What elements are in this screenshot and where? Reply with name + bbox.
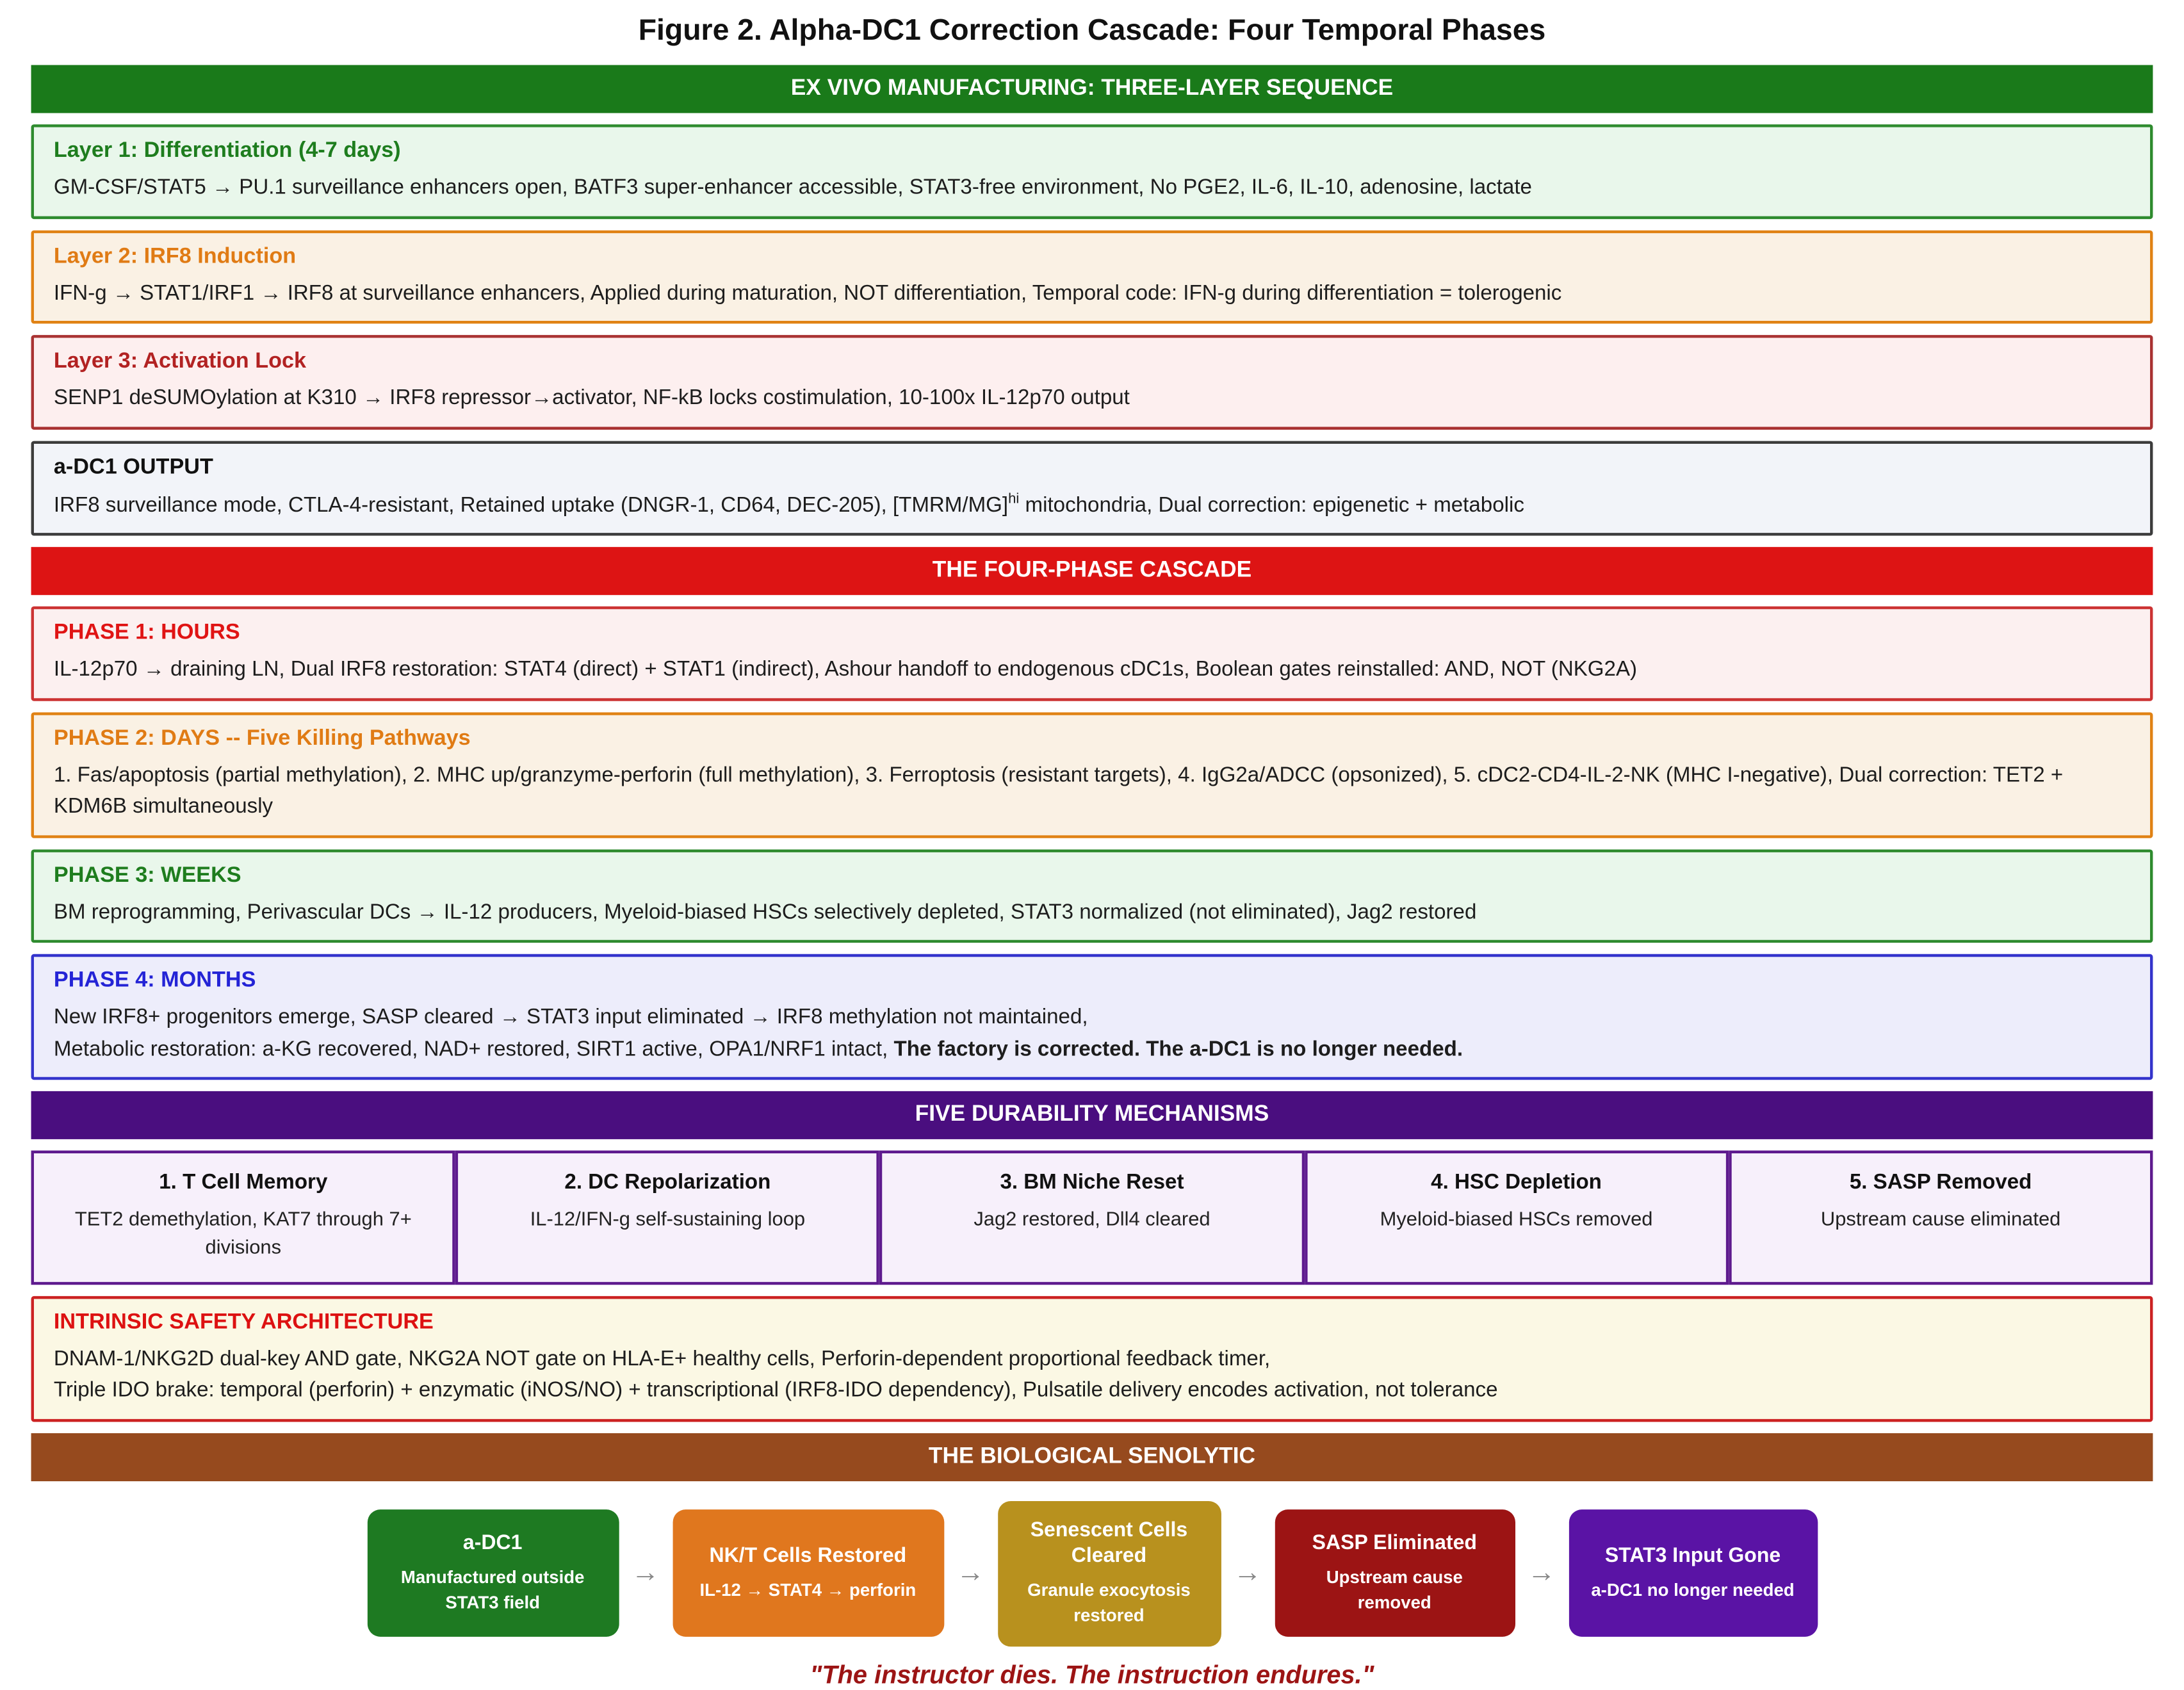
- phase-4-box: [31, 954, 2153, 1080]
- flow-step-4-title: SASP Eliminated: [1312, 1532, 1477, 1555]
- mechanism-t-cell-memory: [31, 1151, 456, 1285]
- phase-1-title: PHASE 1: HOURS: [53, 620, 240, 645]
- mechanism-hsc-depletion: [1304, 1151, 1729, 1285]
- mechanism-4-body: Myeloid-biased HSCs removed: [1380, 1207, 1653, 1230]
- mechanism-3-title: 3. BM Niche Reset: [1000, 1170, 1184, 1194]
- flow-step-5-body: a-DC1 no longer needed: [1591, 1580, 1795, 1600]
- figure-title: Figure 2. Alpha-DC1 Correction Cascade: Four Temporal Phases: [638, 14, 1546, 47]
- layer-3-box: [31, 335, 2153, 429]
- adc1-output-box: [31, 441, 2153, 536]
- phase-4-body: [54, 1002, 2130, 1066]
- mechanism-3-body: Jag2 restored, Dll4 cleared: [974, 1207, 1210, 1230]
- phase-4-body-bold: The factory is corrected. The a-DC1 is no longer needed.: [893, 1036, 1463, 1061]
- mechanism-5-title: 5. SASP Removed: [1849, 1170, 2032, 1194]
- mechanism-dc-repolarization: [455, 1151, 880, 1285]
- closing-quote: "The instructor dies. The instruction endures.": [810, 1660, 1374, 1689]
- intrinsic-safety-body-line1: DNAM-1/NKG2D dual-key AND gate, NKG2A NOT gate on HLA-E+ healthy cells, Perforin-dependent proportional feedback timer,: [53, 1346, 1271, 1370]
- right-arrow-icon: →: [956, 1557, 985, 1588]
- right-arrow-icon: →: [1527, 1557, 1556, 1588]
- layer-3-title: Layer 3: Activation Lock: [53, 349, 307, 373]
- flow-step-3-body: Granule exocytosis restored: [1027, 1580, 1191, 1627]
- flow-step-4-body: Upstream cause removed: [1326, 1567, 1463, 1613]
- flow-step-2-body: IL-12 → STAT4 → perforin: [699, 1580, 917, 1600]
- phase-2-body: 1. Fas/apoptosis (partial methylation), 2. MHC up/granzyme-perforin (full methylation), 3. Ferroptosis (resistant targets), 4. IgG2a/ADCC (opsonized), 5. cDC2-CD4-IL-2-NK (MHC I-negative), Dual correction: TET2 + KDM6B simultaneously: [53, 762, 2064, 818]
- intrinsic-safety-title: INTRINSIC SAFETY ARCHITECTURE: [53, 1310, 434, 1334]
- phase-1-box: [31, 606, 2153, 701]
- adc1-output-body: [54, 489, 2130, 522]
- durability-mechanisms-row: [31, 1151, 2153, 1285]
- phase-4-title: PHASE 4: MONTHS: [53, 968, 256, 993]
- senolytic-flow-row: [31, 1500, 2153, 1646]
- phase-2-title: PHASE 2: DAYS -- Five Killing Pathways: [53, 726, 471, 750]
- adc1-output-body-end: mitochondria, Dual correction: epigenetic + metabolic: [1019, 492, 1524, 517]
- banner-five-durability-mechanisms: FIVE DURABILITY MECHANISMS: [31, 1091, 2153, 1139]
- flow-step-5-title: STAT3 Input Gone: [1604, 1545, 1781, 1568]
- mechanism-5-body: Upstream cause eliminated: [1820, 1207, 2061, 1230]
- layer-1-title: Layer 1: Differentiation (4-7 days): [53, 138, 401, 163]
- flow-step-sasp-eliminated: [1275, 1509, 1515, 1637]
- intrinsic-safety-box: [31, 1296, 2153, 1421]
- right-arrow-icon: →: [631, 1557, 660, 1588]
- mechanism-sasp-removed: [1729, 1151, 2153, 1285]
- mechanism-1-body: TET2 demethylation, KAT7 through 7+ divisions: [74, 1207, 412, 1258]
- phase-1-body: IL-12p70 → draining LN, Dual IRF8 restoration: STAT4 (direct) + STAT1 (indirect), Ashour handoff to endogenous cDC1s, Boolean gates reinstalled: AND, NOT (NKG2A): [53, 657, 1638, 681]
- phase-3-title: PHASE 3: WEEKS: [53, 863, 241, 887]
- mechanism-bm-niche-reset: [880, 1151, 1305, 1285]
- layer-2-title: Layer 2: IRF8 Induction: [53, 243, 297, 268]
- adc1-output-title: a-DC1 OUTPUT: [53, 454, 213, 479]
- layer-2-body: IFN-g → STAT1/IRF1 → IRF8 at surveillance enhancers, Applied during maturation, NOT differentiation, Temporal code: IFN-g during differentiation = tolerogenic: [53, 280, 1562, 305]
- mechanism-1-title: 1. T Cell Memory: [159, 1170, 328, 1194]
- flow-step-stat3-input-gone: [1569, 1509, 1817, 1637]
- right-arrow-icon: →: [1233, 1557, 1262, 1588]
- intrinsic-safety-body-line2: Triple IDO brake: temporal (perforin) + enzymatic (iNOS/NO) + transcriptional (IRF8-IDO dependency), Pulsatile delivery encodes activation, not tolerance: [53, 1378, 1498, 1402]
- layer-1-box: [31, 124, 2153, 218]
- flow-step-1-title: a-DC1: [462, 1532, 523, 1555]
- flow-step-adc1: [367, 1509, 619, 1637]
- banner-ex-vivo-manufacturing: EX VIVO MANUFACTURING: THREE-LAYER SEQUENCE: [31, 65, 2153, 113]
- mechanism-2-title: 2. DC Repolarization: [564, 1170, 771, 1194]
- flow-step-1-body: Manufactured outside STAT3 field: [400, 1567, 585, 1613]
- banner-biological-senolytic: THE BIOLOGICAL SENOLYTIC: [31, 1433, 2153, 1481]
- layer-3-body: SENP1 deSUMOylation at K310 → IRF8 repressor→activator, NF-kB locks costimulation, 10-100x IL-12p70 output: [53, 386, 1130, 410]
- layer-2-box: [31, 230, 2153, 324]
- phase-4-body-line2: [54, 1034, 2130, 1066]
- flow-step-3-title: Senescent Cells Cleared: [1030, 1518, 1188, 1568]
- mechanism-4-title: 4. HSC Depletion: [1431, 1170, 1602, 1194]
- flow-step-2-title: NK/T Cells Restored: [709, 1545, 907, 1568]
- adc1-output-body-start: IRF8 surveillance mode, CTLA-4-resistant, Retained uptake (DNGR-1, CD64, DEC-205), [TMRM/MG]: [53, 492, 1009, 517]
- phase-3-body: BM reprogramming, Perivascular DCs → IL-12 producers, Myeloid-biased HSCs selectively depleted, STAT3 normalized (not eliminated), Jag2 restored: [53, 899, 1477, 924]
- adc1-output-superscript: hi: [1008, 491, 1020, 507]
- flow-step-nkt-cells-restored: [672, 1509, 943, 1637]
- mechanism-2-body: IL-12/IFN-g self-sustaining loop: [530, 1207, 806, 1230]
- phase-4-body-line2-text: Metabolic restoration: a-KG recovered, NAD+ restored, SIRT1 active, OPA1/NRF1 intact,: [53, 1036, 894, 1061]
- flow-step-senescent-cells-cleared: [997, 1500, 1221, 1646]
- intrinsic-safety-body: [54, 1344, 2130, 1407]
- phase-2-box: [31, 711, 2153, 837]
- phase-3-box: [31, 849, 2153, 943]
- banner-four-phase-cascade: THE FOUR-PHASE CASCADE: [31, 547, 2153, 595]
- phase-4-body-line1: New IRF8+ progenitors emerge, SASP cleared → STAT3 input eliminated → IRF8 methylation not maintained,: [53, 1005, 1088, 1029]
- layer-1-body: GM-CSF/STAT5 → PU.1 surveillance enhancers open, BATF3 super-enhancer accessible, STAT3-free environment, No PGE2, IL-6, IL-10, adenosine, lactate: [53, 175, 1532, 200]
